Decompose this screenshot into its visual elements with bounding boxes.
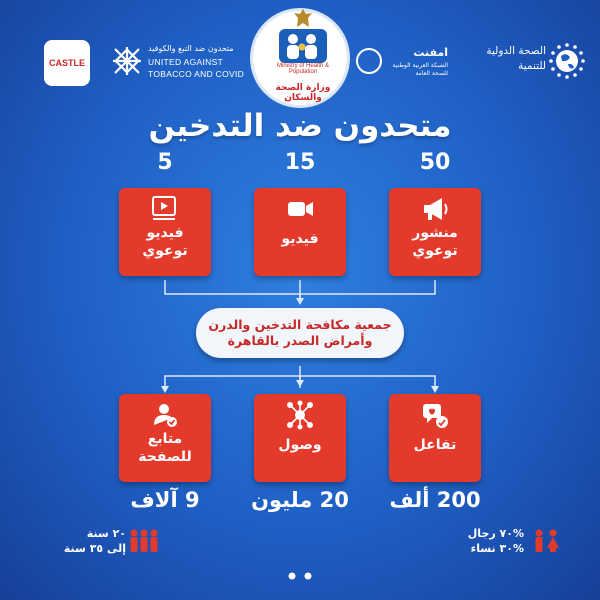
amfat-circle-icon: [356, 48, 382, 74]
card-engagement-line1: تفاعل: [413, 437, 457, 453]
card-awareness-videos-line1: فيديو: [146, 225, 184, 241]
men-percentage: %٧٠ رجال: [467, 527, 524, 540]
card-videos: [254, 188, 346, 276]
pager-dots: [280, 571, 320, 581]
organization-line1: جمعية مكافحة التدخين والدرن: [208, 317, 392, 332]
card-reach-label: [256, 436, 344, 454]
network-reach-icon: [285, 400, 315, 430]
metric-count-posts: 50: [419, 150, 451, 175]
page-title: متحدون ضد التدخين: [148, 108, 452, 144]
sdi-text: [476, 44, 546, 74]
metric-count-videos: 15: [284, 150, 316, 175]
card-followers-label: [121, 430, 209, 466]
follower-icon: [150, 400, 180, 430]
card-awareness-videos: [119, 188, 211, 276]
castle-logo: [44, 40, 90, 86]
video-camera-icon: [285, 194, 315, 224]
card-engagement: [389, 394, 481, 482]
card-videos-line1: فيديو: [281, 231, 319, 247]
seal-english-text: Ministry of Health & Population: [276, 63, 330, 75]
engagement-icon: [420, 400, 450, 430]
card-posts-line1: منشور: [412, 225, 458, 241]
globe-icon: [548, 42, 586, 80]
sdi-line2: للتنمية: [518, 60, 546, 72]
knot-icon: [112, 46, 142, 76]
family-icon: [277, 27, 329, 65]
amfat-subtitle: الشبكة العربية الوطنية للصحة العامة: [392, 62, 448, 77]
ministry-seal-logo: [250, 8, 350, 108]
pager-dot-2[interactable]: [305, 573, 312, 580]
united-logo-english-line2: TOBACCO AND COVID: [148, 69, 245, 79]
card-awareness-videos-label: [121, 224, 209, 260]
card-posts-label: [391, 224, 479, 260]
eagle-icon: [293, 7, 313, 29]
organization-pill: [196, 308, 404, 358]
amfat-name: امفنت: [413, 46, 448, 59]
amfat-logo: [356, 42, 448, 86]
card-videos-label: [256, 230, 344, 248]
video-player-icon: [150, 194, 180, 224]
card-followers-line2: للصفحة: [138, 449, 192, 465]
gender-split: [438, 526, 524, 556]
stat-followers: 9 آلاف: [130, 488, 200, 512]
card-posts: [389, 188, 481, 276]
castle-logo-text: CASTLE: [49, 58, 85, 68]
card-engagement-label: [391, 436, 479, 454]
card-followers-line1: متابع: [147, 431, 183, 447]
organization-line2: وأمراض الصدر بالقاهرة: [227, 333, 373, 348]
age-group-icon: [128, 528, 160, 554]
united-logo-english-line1: UNITED AGAINST: [148, 57, 224, 67]
women-percentage: %٣٠ نساء: [470, 542, 524, 555]
megaphone-icon: [420, 194, 450, 224]
united-against-tobacco-logo: [112, 42, 262, 86]
united-logo-english: [148, 56, 244, 80]
card-reach-line1: وصول: [278, 437, 322, 453]
card-posts-line2: توعوي: [412, 243, 458, 259]
stat-engagement: 200 ألف: [389, 488, 481, 512]
sdi-line1: الصحة الدولية: [486, 45, 546, 57]
card-reach: [254, 394, 346, 482]
sdi-logo: [476, 42, 586, 88]
united-logo-arabic: متحدون ضد التبغ والكوفيد: [148, 44, 234, 53]
age-range: [36, 526, 126, 556]
seal-arabic-text: وزارة الصحة والسكان: [275, 83, 331, 103]
card-followers: [119, 394, 211, 482]
card-awareness-videos-line2: توعوي: [142, 243, 188, 259]
age-line1: ٢٠ سنة: [86, 527, 126, 540]
logo-bar: [0, 0, 600, 112]
age-line2: إلى ٣٥ سنة: [63, 542, 126, 555]
metric-count-awareness-videos: 5: [157, 150, 173, 175]
pager-dot-1[interactable]: [289, 573, 296, 580]
stat-reach: 20 مليون: [251, 488, 349, 512]
gender-icon: [530, 528, 562, 554]
